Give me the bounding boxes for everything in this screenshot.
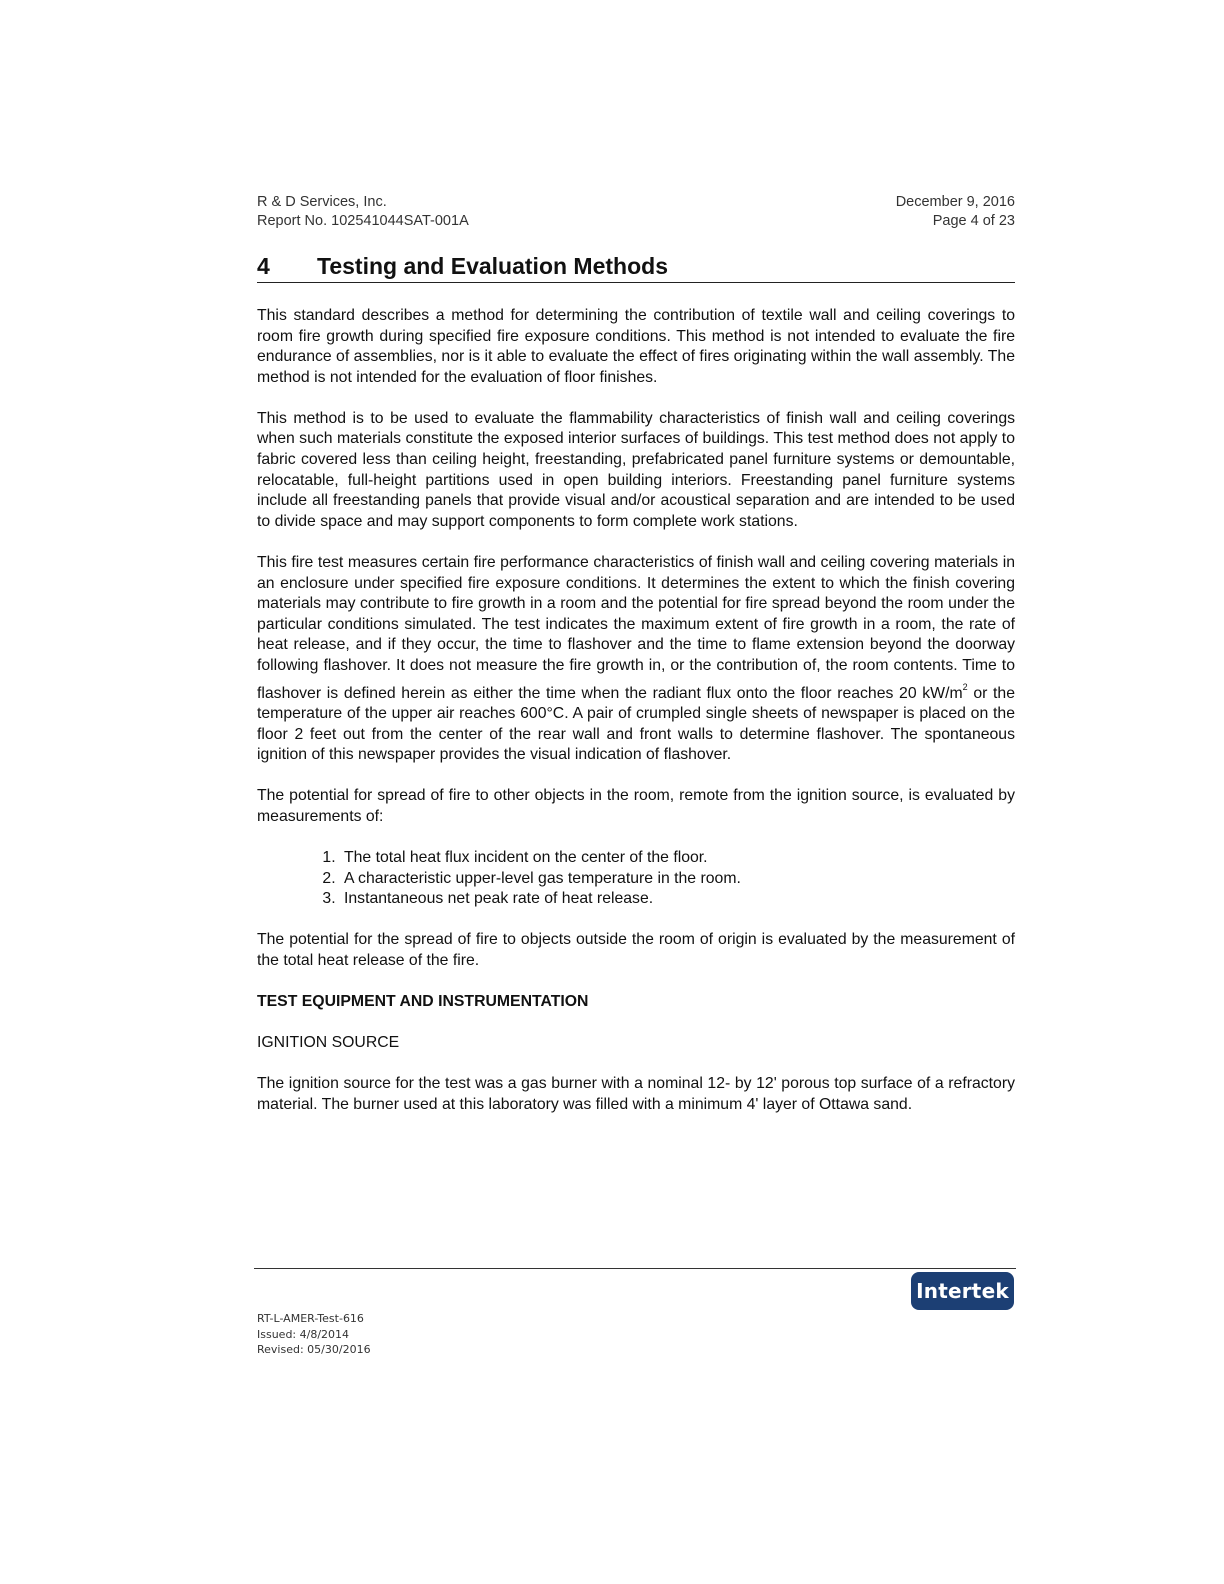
body-text xyxy=(257,306,1015,1115)
paragraph-text: or the temperature of the upper air reaches 600°C. A pair of crumpled single sheets of newspaper is placed on the floor 2 feet out from the center of the rear wall and front walls to determine flashover. The spontaneous ignition of this newspaper provides the visual indication of flashover. xyxy=(257,684,1015,764)
paragraph-scope: This standard describes a method for determining the contribution of textile wall and ceiling coverings to room fire growth during specified fire exposure conditions. This method is not intended to evaluate the fire endurance of assemblies, nor is it able to evaluate the effect of fires originating within the wall assembly. The method is not intended for the evaluation of floor finishes. xyxy=(257,307,1015,386)
superscript: 2 xyxy=(962,681,968,692)
paragraph-test-description xyxy=(257,553,1015,766)
revised-date: Revised: 05/30/2016 xyxy=(257,1343,371,1356)
form-info xyxy=(257,1311,371,1358)
header-right xyxy=(896,193,1015,231)
issued-date: Issued: 4/8/2014 xyxy=(257,1327,350,1341)
footer-rule xyxy=(254,1268,1016,1269)
list-item: 3. Instantaneous net peak rate of heat release. xyxy=(340,889,1015,910)
page-header xyxy=(257,193,1015,231)
subheading-ignition: IGNITION SOURCE xyxy=(257,1034,400,1052)
report-number: Report No. 102541044SAT-001A xyxy=(257,213,469,229)
intertek-logo: Intertek xyxy=(911,1272,1014,1310)
paragraph-heat-release: The potential for the spread of fire to objects outside the room of origin is evaluated by the measurement of the total heat release of the fire. xyxy=(257,931,1015,969)
header-left xyxy=(257,193,469,231)
paragraph-ignition-source: The ignition source for the test was a gas burner with a nominal 12- by 12' porous top surface of a refractory material. The burner used at this laboratory was filled with a minimum 4' layer of Ottawa sand. xyxy=(257,1075,1015,1113)
paragraph-application: This method is to be used to evaluate the flammability characteristics of finish wall and ceiling coverings when such materials constitute the exposed interior surfaces of buildings. This test method does not apply to fabric covered less than ceiling height, freestanding, prefabricated panel furniture systems or demountable, relocatable, full-height partitions used in open building interiors. Freestanding panel furniture systems include all freestanding panels that provide visual and/or acoustical separation and are intended to be used to divide space and may support components to form complete work stations. xyxy=(257,409,1015,530)
company-name: R & D Services, Inc. xyxy=(257,194,387,210)
list-item: 2. A characteristic upper-level gas temperature in the room. xyxy=(340,869,1015,890)
section-heading xyxy=(257,253,1015,283)
page-number: Page 4 of 23 xyxy=(932,213,1015,229)
form-id: RT-L-AMER-Test-616 xyxy=(257,1312,364,1325)
paragraph-measurements-intro: The potential for spread of fire to other objects in the room, remote from the ignition source, is evaluated by measurements of: xyxy=(257,787,1015,825)
report-date: December 9, 2016 xyxy=(895,194,1015,210)
subheading-equipment: TEST EQUIPMENT AND INSTRUMENTATION xyxy=(257,993,589,1011)
section-title: Testing and Evaluation Methods xyxy=(317,253,668,279)
page-content xyxy=(257,193,1015,1136)
measurement-list xyxy=(257,848,1015,910)
list-item: 1. The total heat flux incident on the center of the floor. xyxy=(340,848,1015,869)
paragraph-text: This fire test measures certain fire performance characteristics of finish wall and ceiling covering materials in an enclosure under specified fire exposure conditions. It determines the extent to which the finish covering materials may contribute to fire growth in a room and the potential for fire spread beyond the room under the particular conditions simulated. The test indicates the maximum extent of fire growth in a room, the rate of heat release, and if they occur, the time to flashover and the time to flame extension beyond the doorway following flashover. It does not measure the fire growth in, or the contribution of, the room contents. Time to flashover is defined herein as either the time when the radiant flux onto the floor reaches 20 kW/m xyxy=(257,553,1015,702)
section-number: 4 xyxy=(257,253,270,279)
